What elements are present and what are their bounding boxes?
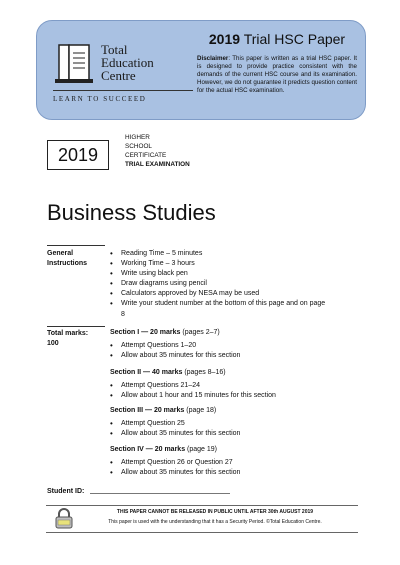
security-notice: THIS PAPER CANNOT BE RELEASED IN PUBLIC UNTIL AFTER 30th AUGUST 2019	[116, 509, 314, 515]
section-4-heading	[110, 446, 217, 453]
section-3-pages: (page 18)	[184, 407, 217, 414]
list-item: • Attempt Questions 21–24	[110, 381, 330, 391]
list-item: • Write your student number at the bottom of this page and on page 8	[110, 299, 330, 319]
logo-divider	[53, 90, 193, 91]
certificate-line-1: HIGHER	[125, 134, 150, 141]
student-id-field[interactable]	[90, 493, 230, 494]
logo-tagline: LEARN TO SUCCEED	[53, 95, 147, 103]
section-2-list	[110, 381, 330, 401]
certificate-label	[125, 133, 190, 169]
certificate-line-4: TRIAL EXAMINATION	[125, 161, 190, 168]
paper-title	[197, 31, 357, 47]
general-rule	[47, 245, 105, 246]
section-1-title: Section I — 20 marks	[110, 329, 181, 336]
disclaimer	[197, 55, 357, 95]
total-marks-value: 100	[47, 339, 59, 347]
year-box: 2019	[47, 140, 109, 170]
list-item: • Attempt Question 26 or Question 27	[110, 458, 330, 468]
list-item: • Calculators approved by NESA may be used	[110, 289, 330, 299]
general-instructions-list	[110, 249, 330, 320]
logo-line-2: Education	[101, 55, 154, 70]
section-4-title: Section IV — 20 marks	[110, 446, 186, 453]
logo-line-3: Centre	[101, 68, 136, 83]
certificate-line-3: CERTIFICATE	[125, 152, 167, 159]
section-2-heading	[110, 369, 226, 376]
section-4-list	[110, 458, 330, 478]
section-3-heading	[110, 407, 216, 414]
student-id-row	[47, 488, 230, 495]
general-instructions-label	[47, 249, 87, 268]
list-item: • Draw diagrams using pencil	[110, 279, 330, 289]
section-3-list	[110, 419, 330, 439]
student-id-label: Student ID:	[47, 488, 85, 495]
list-item: • Allow about 35 minutes for this section	[110, 351, 330, 361]
list-item: • Write using black pen	[110, 269, 330, 279]
section-3-title: Section III — 20 marks	[110, 407, 185, 414]
paper-title-text: Trial HSC Paper	[243, 31, 346, 47]
section-2-pages: (pages 8–16)	[182, 369, 226, 376]
security-footer	[46, 505, 358, 533]
section-1-heading	[110, 329, 220, 336]
general-label-line-2: Instructions	[47, 259, 88, 267]
section-4-pages: (page 19)	[185, 446, 218, 453]
security-padlock-icon	[52, 506, 76, 530]
paper-title-year: 2019	[208, 31, 241, 47]
list-item: • Attempt Question 25	[110, 419, 330, 429]
disclaimer-label: Disclaimer	[197, 55, 229, 62]
certificate-line-2: SCHOOL	[125, 143, 152, 150]
security-period-note: This paper is used with the understanding that it has a Security Period. ©Total Education Centre.	[108, 519, 322, 525]
list-item: • Allow about 35 minutes for this section	[110, 468, 330, 478]
disclaimer-text: : This paper is written as a trial HSC paper. It is designed to provide practice consistent with the demands of the current HSC course and its examination. However, we do not guarantee it predicts question content for the actual HSC examination.	[197, 55, 357, 95]
list-item: • Allow about 35 minutes for this section	[110, 429, 330, 439]
logo-line-1: Total	[101, 42, 128, 57]
total-marks-text: Total marks:	[47, 330, 89, 337]
section-1-list	[110, 341, 330, 361]
section-1-pages: (pages 2–7)	[180, 329, 220, 336]
header-banner	[36, 20, 366, 120]
general-label-line-1: General	[47, 250, 74, 257]
list-item: • Working Time – 3 hours	[110, 259, 330, 269]
list-item: • Allow about 1 hour and 15 minutes for this section	[110, 391, 330, 401]
total-education-centre-logo	[53, 37, 193, 107]
logo-wordmark	[101, 43, 191, 82]
total-rule	[47, 326, 105, 327]
open-book-icon	[53, 41, 97, 85]
total-marks-label	[47, 329, 88, 348]
subject-title: Business Studies	[47, 200, 216, 225]
list-item: • Reading Time – 5 minutes	[110, 249, 330, 259]
section-2-title: Section II — 40 marks	[110, 369, 183, 376]
list-item: • Attempt Questions 1–20	[110, 341, 330, 351]
